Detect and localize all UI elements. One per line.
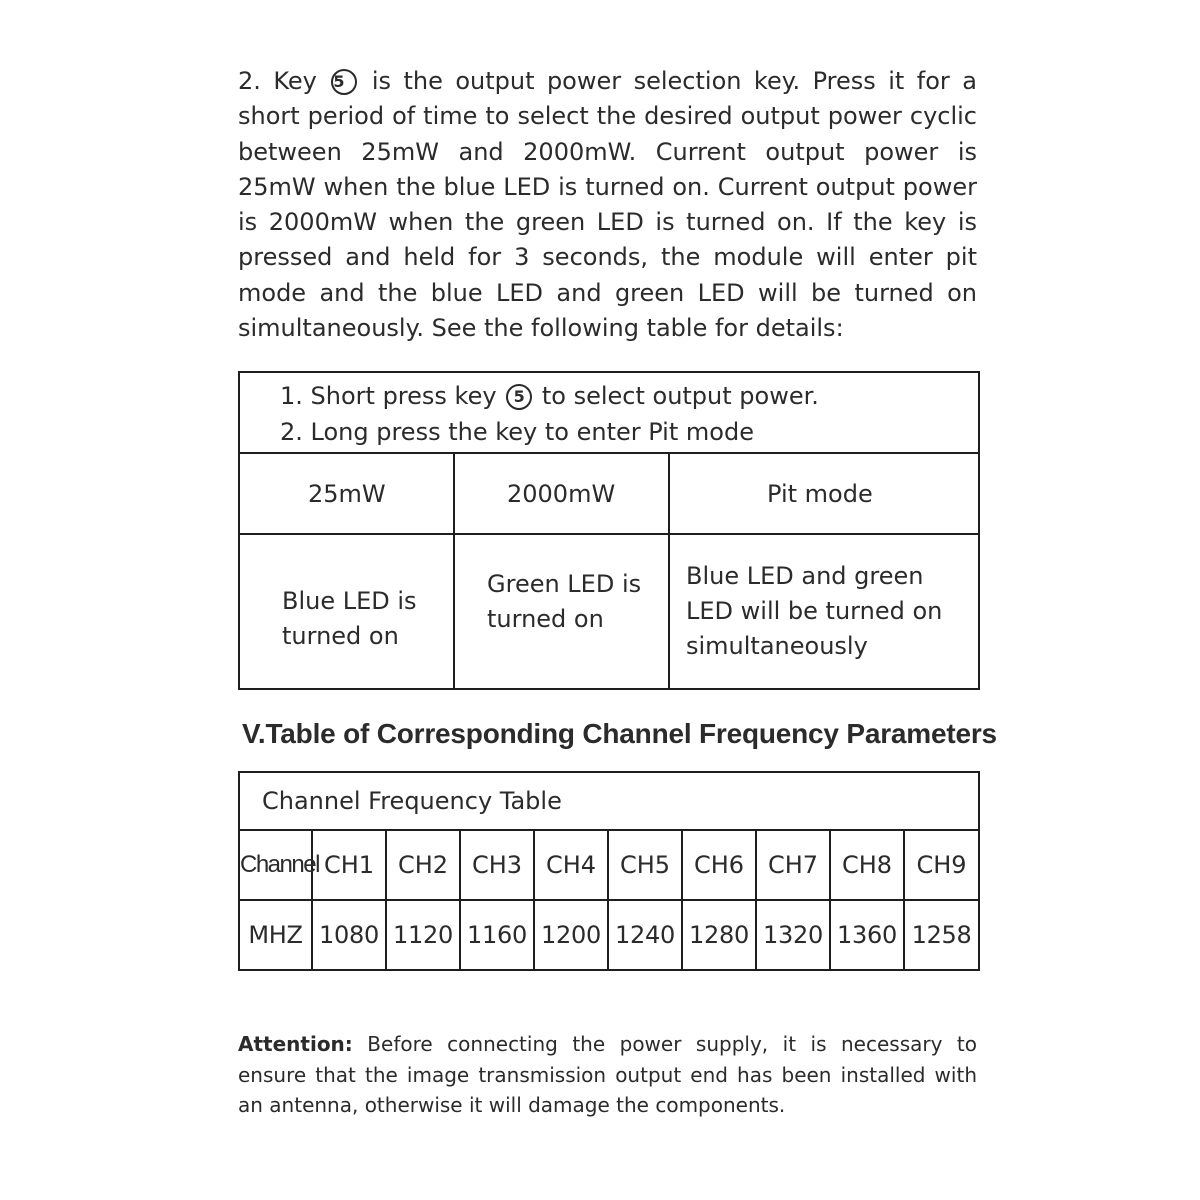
intro-prefix: 2. Key — [238, 67, 317, 95]
channel-cell: CH2 — [386, 830, 460, 900]
power-table-instructions — [239, 372, 979, 453]
channel-cell: CH5 — [608, 830, 682, 900]
state-green-led: Green LED is turned on — [454, 534, 669, 689]
attention-text: Before connecting the power supply, it is necessary to ensure that the image transmission output end has been installed with an antenna, otherwise it will damage the components. — [238, 1032, 978, 1118]
frequency-cell: 1320 — [756, 900, 830, 970]
channel-cell: CH1 — [312, 830, 386, 900]
instruction-2: 2. Long press the key to enter Pit mode — [280, 418, 754, 446]
channel-cell: CH4 — [534, 830, 608, 900]
channel-cell: CH3 — [460, 830, 534, 900]
instruction-1-suffix: to select output power. — [541, 382, 819, 410]
attention-note — [238, 1029, 977, 1121]
key-5-icon: 5 — [506, 384, 532, 410]
frequency-cell: 1160 — [460, 900, 534, 970]
instruction-1-prefix: 1. Short press key — [280, 382, 497, 410]
power-column-25mw: 25mW — [239, 453, 454, 534]
power-table — [238, 371, 980, 690]
frequency-cell: 1280 — [682, 900, 756, 970]
frequency-cell: 1200 — [534, 900, 608, 970]
power-column-2000mw: 2000mW — [454, 453, 669, 534]
frequency-cell: 1258 — [904, 900, 979, 970]
intro-body: is the output power selection key. Press it for a short period of time to select the desired output power cyclic between 25mW and 2000mW. Current output power is 25mW when the blue LED is turned on. Current output power is 2000mW when the green LED is turned on. If the key is pressed and held for 3 seconds, the module will enter pit mode and the blue LED and green LED will be turned on simultaneously. See the following table for details: — [238, 67, 977, 343]
channel-frequency-table — [238, 771, 980, 971]
power-column-pit-mode: Pit mode — [669, 453, 979, 534]
frequency-cell: 1360 — [830, 900, 904, 970]
frequency-row — [239, 900, 979, 970]
channel-row — [239, 830, 979, 900]
frequency-cell: 1240 — [608, 900, 682, 970]
channel-cell: CH7 — [756, 830, 830, 900]
state-blue-led: Blue LED is turned on — [239, 534, 454, 689]
frequency-label: MHZ — [239, 900, 312, 970]
state-pit-mode: Blue LED and green LED will be turned on simultaneously — [669, 534, 979, 689]
intro-paragraph — [238, 64, 977, 346]
channel-label: Channel — [239, 830, 312, 900]
section-title: V.Table of Corresponding Channel Frequency Parameters — [242, 718, 997, 749]
frequency-cell: 1080 — [312, 900, 386, 970]
attention-label: Attention: — [238, 1032, 353, 1056]
channel-cell: CH6 — [682, 830, 756, 900]
key-5-icon: 5 — [331, 69, 357, 95]
channel-cell: CH9 — [904, 830, 979, 900]
channel-table-caption: Channel Frequency Table — [239, 772, 979, 830]
frequency-cell: 1120 — [386, 900, 460, 970]
channel-cell: CH8 — [830, 830, 904, 900]
